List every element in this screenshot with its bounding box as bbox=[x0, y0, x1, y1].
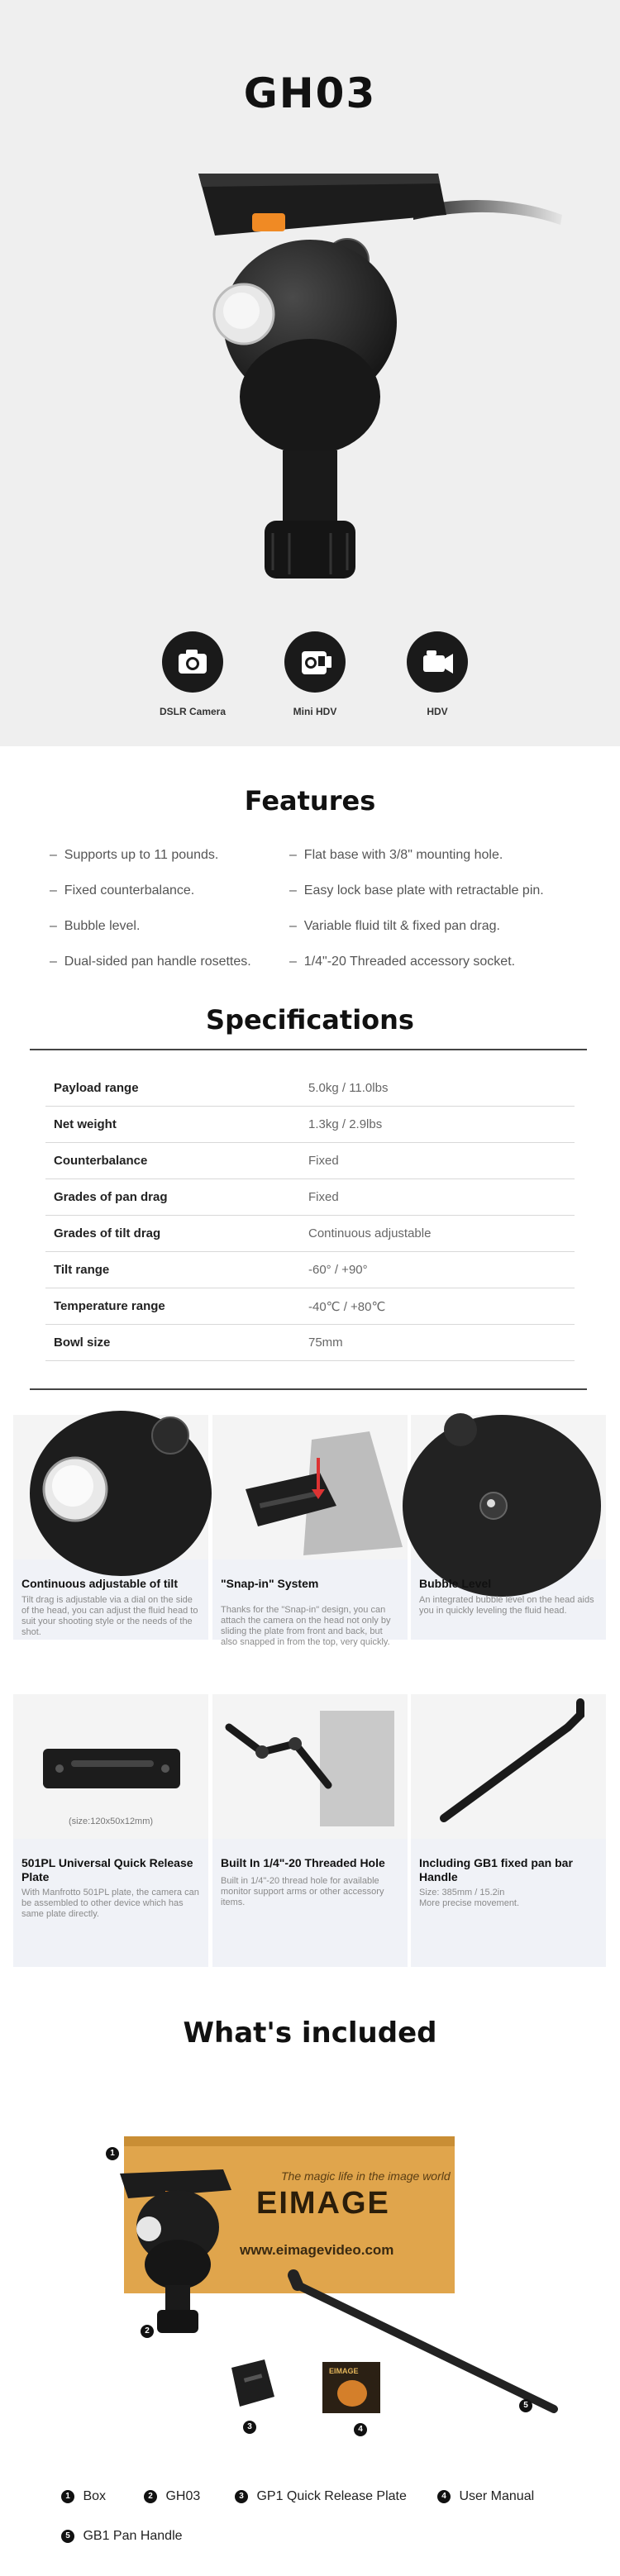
pan-handle-image bbox=[411, 1694, 606, 1839]
spec-value: 1.3kg / 2.9lbs bbox=[308, 1117, 383, 1131]
marker-3: 3 bbox=[243, 2421, 256, 2434]
box-tagline: The magic life in the image world bbox=[281, 2169, 451, 2183]
feature-card-threaded-hole bbox=[212, 1694, 408, 1967]
marker-4: 4 bbox=[354, 2423, 367, 2436]
card-title: Continuous adjustable of tilt bbox=[21, 1577, 178, 1590]
card-description: Thanks for the "Snap-in" design, you can attach the camera on the head not only by sliding the plate from front and back, but also snapped in from the top, very quickly. bbox=[221, 1605, 391, 1647]
spec-value: 5.0kg / 11.0lbs bbox=[308, 1081, 389, 1095]
box-brand: EIMAGE bbox=[256, 2186, 390, 2221]
legend-label: Box bbox=[83, 2489, 107, 2503]
marker-2: 2 bbox=[141, 2325, 154, 2338]
box-url: www.eimagevideo.com bbox=[240, 2242, 394, 2258]
features-heading: Features bbox=[244, 785, 376, 817]
spec-label: Net weight bbox=[54, 1117, 117, 1131]
card-description: With Manfrotto 501PL plate, the camera can be assembled to other device which has same plate directly. bbox=[21, 1888, 199, 1919]
card-title: Built In 1/4"-20 Threaded Hole bbox=[221, 1856, 385, 1869]
card-description: An integrated bubble level on the head aids you in quickly leveling the fluid head. bbox=[419, 1595, 594, 1616]
whats-included-heading: What's included bbox=[183, 2017, 437, 2050]
included-quick-release-plate-image bbox=[223, 2355, 281, 2413]
spec-row bbox=[45, 1106, 575, 1143]
spec-label: Grades of tilt drag bbox=[54, 1226, 161, 1240]
specifications-heading: Specifications bbox=[206, 1004, 414, 1036]
spec-value: -60° / +90° bbox=[308, 1263, 368, 1277]
legend-item-quick-release-plate bbox=[235, 2489, 407, 2504]
snap-in-plate-image bbox=[212, 1415, 408, 1559]
manual-brand-text: EIMAGE bbox=[329, 2367, 359, 2375]
bubble-level-image bbox=[411, 1415, 606, 1559]
card-title: Including GB1 fixed pan bar Handle bbox=[419, 1856, 573, 1883]
spec-label: Payload range bbox=[54, 1081, 139, 1095]
camera-label-mini-hdv: Mini HDV bbox=[293, 706, 337, 717]
spec-row bbox=[45, 1324, 575, 1361]
card-title: 501PL Universal Quick Release Plate bbox=[21, 1856, 193, 1883]
plate-size-caption: (size:120x50x12mm) bbox=[68, 1817, 154, 1826]
hdv-camera-icon bbox=[407, 631, 468, 693]
legend-number: 3 bbox=[235, 2490, 248, 2503]
fluid-head-product-image bbox=[165, 157, 579, 587]
included-fluid-head-image bbox=[116, 2169, 248, 2335]
feature-item: – Flat base with 3/8" mounting hole. bbox=[289, 848, 503, 862]
legend-label: GB1 Pan Handle bbox=[83, 2529, 183, 2543]
spec-row bbox=[45, 1215, 575, 1252]
feature-item: – Bubble level. bbox=[50, 919, 141, 933]
card-title: "Snap-in" System bbox=[221, 1577, 319, 1590]
legend-label: GH03 bbox=[165, 2489, 201, 2503]
feature-card-tilt bbox=[13, 1415, 208, 1640]
feature-card-snap-in bbox=[212, 1415, 408, 1647]
spec-divider-top bbox=[30, 1049, 587, 1050]
spec-row bbox=[45, 1142, 575, 1179]
legend-number: 2 bbox=[144, 2490, 157, 2503]
camera-label-dslr: DSLR Camera bbox=[159, 706, 227, 717]
hero-section bbox=[0, 0, 620, 746]
feature-item: – Easy lock base plate with retractable pin. bbox=[289, 883, 544, 898]
spec-value: Fixed bbox=[308, 1190, 339, 1204]
card-title: Bubble Level bbox=[419, 1577, 492, 1590]
feature-item: – Dual-sided pan handle rosettes. bbox=[50, 955, 251, 969]
spec-label: Temperature range bbox=[54, 1299, 165, 1313]
card-description: Size: 385mm / 15.2in More precise movement. bbox=[419, 1888, 520, 1908]
legend-label: GP1 Quick Release Plate bbox=[256, 2489, 407, 2503]
product-title: GH03 bbox=[243, 69, 377, 117]
spec-value: -40℃ / +80℃ bbox=[308, 1300, 386, 1314]
feature-card-quick-release-plate bbox=[13, 1694, 208, 1967]
legend-item-pan-handle bbox=[61, 2529, 183, 2544]
legend-number: 5 bbox=[61, 2530, 74, 2543]
feature-item: – Variable fluid tilt & fixed pan drag. bbox=[289, 919, 500, 933]
spec-value: 75mm bbox=[308, 1336, 343, 1350]
legend-label: User Manual bbox=[459, 2489, 535, 2503]
spec-row bbox=[45, 1251, 575, 1288]
spec-label: Tilt range bbox=[54, 1263, 110, 1277]
spec-value: Continuous adjustable bbox=[308, 1226, 432, 1240]
legend-item-gh03 bbox=[144, 2489, 200, 2504]
spec-label: Counterbalance bbox=[54, 1154, 148, 1168]
included-user-manual-image bbox=[322, 2362, 380, 2413]
marker-5: 5 bbox=[519, 2399, 532, 2412]
mini-hdv-icon bbox=[284, 631, 346, 693]
spec-row bbox=[45, 1288, 575, 1325]
spec-value: Fixed bbox=[308, 1154, 339, 1168]
feature-item: – Supports up to 11 pounds. bbox=[50, 848, 219, 862]
tilt-knob-image bbox=[13, 1415, 208, 1559]
feature-card-pan-handle bbox=[411, 1694, 606, 1967]
spec-divider-bottom bbox=[30, 1388, 587, 1390]
marker-1: 1 bbox=[106, 2147, 119, 2160]
orange-lock-lever bbox=[252, 213, 285, 231]
legend-number: 4 bbox=[437, 2490, 451, 2503]
legend-item-user-manual bbox=[437, 2489, 534, 2504]
dslr-camera-icon bbox=[162, 631, 223, 693]
legend-item-box bbox=[61, 2489, 106, 2504]
camera-label-hdv: HDV bbox=[427, 706, 448, 717]
spec-label: Grades of pan drag bbox=[54, 1190, 168, 1204]
feature-item: – 1/4"-20 Threaded accessory socket. bbox=[289, 955, 516, 969]
threaded-hole-arm-image bbox=[212, 1694, 408, 1839]
legend-number: 1 bbox=[61, 2490, 74, 2503]
spec-row bbox=[45, 1178, 575, 1216]
spec-row bbox=[45, 1069, 575, 1107]
spec-label: Bowl size bbox=[54, 1336, 111, 1350]
card-description: Built in 1/4"-20 thread hole for available monitor support arms or other accessory items. bbox=[221, 1876, 384, 1907]
included-legend bbox=[61, 2489, 590, 2547]
card-description: Tilt drag is adjustable via a dial on the side of the head, you can adjust the fluid head to suit your shooting style or the needs of the shot. bbox=[21, 1595, 198, 1637]
feature-card-bubble-level bbox=[411, 1415, 606, 1640]
feature-item: – Fixed counterbalance. bbox=[50, 883, 195, 898]
